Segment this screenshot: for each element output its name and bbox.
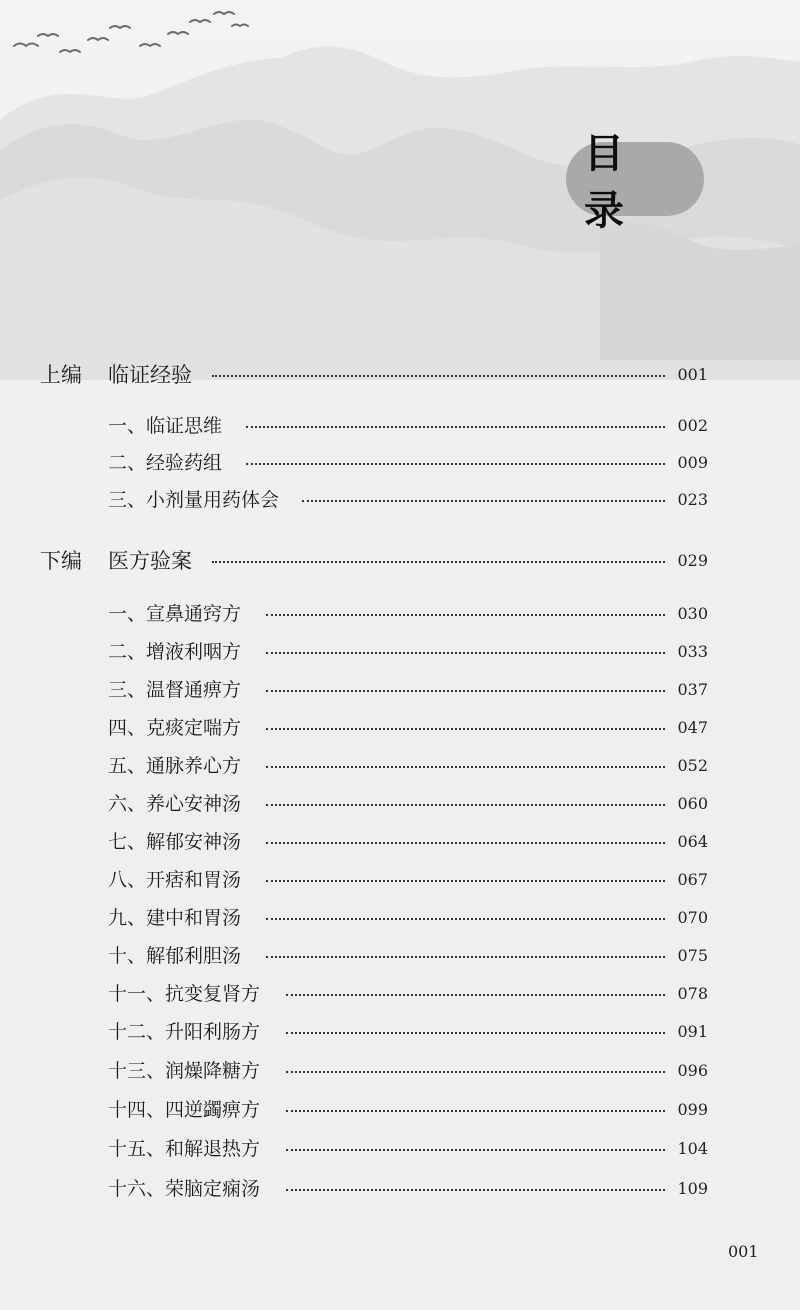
dot-leader xyxy=(286,1149,665,1151)
toc-entry-row[interactable] xyxy=(0,1053,800,1089)
toc-page-number: 104 xyxy=(677,1139,708,1158)
toc-entry-row[interactable] xyxy=(0,976,800,1012)
dot-leader xyxy=(286,1071,665,1073)
dot-leader xyxy=(246,426,665,428)
dot-leader xyxy=(266,956,665,958)
toc-part-row[interactable] xyxy=(0,543,800,579)
dot-leader xyxy=(266,614,665,616)
toc-entry-row[interactable] xyxy=(0,596,800,632)
toc-entry-row[interactable] xyxy=(0,482,800,518)
toc-part-title: 临证经验 xyxy=(108,363,192,387)
toc-entry-label: 七、解郁安神汤 xyxy=(108,831,242,853)
toc-part-label xyxy=(40,357,192,393)
toc-entry-label: 十五、和解退热方 xyxy=(108,1138,261,1160)
toc-page-number: 001 xyxy=(677,365,708,384)
toc-entry-label: 八、开痞和胃汤 xyxy=(108,869,242,891)
toc-entry-label: 一、宣鼻通窍方 xyxy=(108,603,242,625)
toc-entry-row[interactable] xyxy=(0,1092,800,1128)
toc-page-number: 099 xyxy=(677,1100,708,1119)
toc-page-number: 009 xyxy=(677,453,708,472)
toc-entry-row[interactable] xyxy=(0,710,800,746)
toc-page-number: 078 xyxy=(677,984,708,1003)
toc-entry-label: 五、通脉养心方 xyxy=(108,755,242,777)
toc-page-number: 091 xyxy=(677,1022,708,1041)
toc-entry-label: 一、临证思维 xyxy=(108,415,223,437)
toc-entry-label: 六、养心安神汤 xyxy=(108,793,242,815)
toc-page-number: 064 xyxy=(677,832,708,851)
dot-leader xyxy=(286,994,665,996)
toc-page-number: 002 xyxy=(677,416,708,435)
toc-entry-label: 三、小剂量用药体会 xyxy=(108,489,280,511)
toc-page-number: 096 xyxy=(677,1061,708,1080)
toc-entry-label: 十三、润燥降糖方 xyxy=(108,1060,261,1082)
dot-leader xyxy=(302,500,665,502)
dot-leader xyxy=(266,842,665,844)
toc-entry-row[interactable] xyxy=(0,1014,800,1050)
toc-entry-row[interactable] xyxy=(0,786,800,822)
page-title: 目 录 xyxy=(584,131,642,234)
dot-leader xyxy=(266,728,665,730)
dot-leader xyxy=(212,561,665,563)
toc-entry-row[interactable] xyxy=(0,938,800,974)
toc-page-number: 060 xyxy=(677,794,708,813)
toc-page-number: 109 xyxy=(677,1179,708,1198)
toc-page-number: 029 xyxy=(677,551,708,570)
toc-page-number: 052 xyxy=(677,756,708,775)
dot-leader xyxy=(266,690,665,692)
dot-leader xyxy=(212,375,665,377)
toc-entry-row[interactable] xyxy=(0,824,800,860)
toc-page-number: 067 xyxy=(677,870,708,889)
dot-leader xyxy=(286,1189,665,1191)
toc-part-label xyxy=(40,543,192,579)
toc-part-number: 下编 xyxy=(40,549,82,573)
dot-leader xyxy=(286,1110,665,1112)
toc-part-number: 上编 xyxy=(40,363,82,387)
toc-page-number: 030 xyxy=(677,604,708,623)
toc-part-title: 医方验案 xyxy=(108,549,192,573)
toc-page-number: 075 xyxy=(677,946,708,965)
toc-entry-label: 二、增液利咽方 xyxy=(108,641,242,663)
toc-page-number: 037 xyxy=(677,680,708,699)
toc-entry-row[interactable] xyxy=(0,862,800,898)
toc-entry-row[interactable] xyxy=(0,408,800,444)
dot-leader xyxy=(266,804,665,806)
toc-page-number: 033 xyxy=(677,642,708,661)
toc-entry-label: 十、解郁利胆汤 xyxy=(108,945,242,967)
toc-page-number: 070 xyxy=(677,908,708,927)
dot-leader xyxy=(266,652,665,654)
toc-entry-label: 二、经验药组 xyxy=(108,452,223,474)
toc-page-number: 023 xyxy=(677,490,708,509)
toc-entry-row[interactable] xyxy=(0,748,800,784)
dot-leader xyxy=(266,918,665,920)
dot-leader xyxy=(266,880,665,882)
toc-entry-row[interactable] xyxy=(0,672,800,708)
toc-entry-label: 十二、升阳利肠方 xyxy=(108,1021,261,1043)
toc-entry-label: 九、建中和胃汤 xyxy=(108,907,242,929)
toc-entry-label: 三、温督通痹方 xyxy=(108,679,242,701)
toc-entry-row[interactable] xyxy=(0,1131,800,1167)
toc-entry-label: 十一、抗变复肾方 xyxy=(108,983,261,1005)
toc-entry-row[interactable] xyxy=(0,634,800,670)
dot-leader xyxy=(286,1032,665,1034)
toc-entry-label: 四、克痰定喘方 xyxy=(108,717,242,739)
toc-entry-row[interactable] xyxy=(0,1171,800,1207)
toc-entry-row[interactable] xyxy=(0,900,800,936)
toc-title-badge xyxy=(566,131,704,234)
page-folio: 001 xyxy=(728,1242,759,1261)
toc-entry-row[interactable] xyxy=(0,445,800,481)
dot-leader xyxy=(246,463,665,465)
dot-leader xyxy=(266,766,665,768)
toc-page-number: 047 xyxy=(677,718,708,737)
toc-part-row[interactable] xyxy=(0,357,800,393)
toc-entry-label: 十六、荣脑定痫汤 xyxy=(108,1178,261,1200)
toc-entry-label: 十四、四逆蠲痹方 xyxy=(108,1099,261,1121)
